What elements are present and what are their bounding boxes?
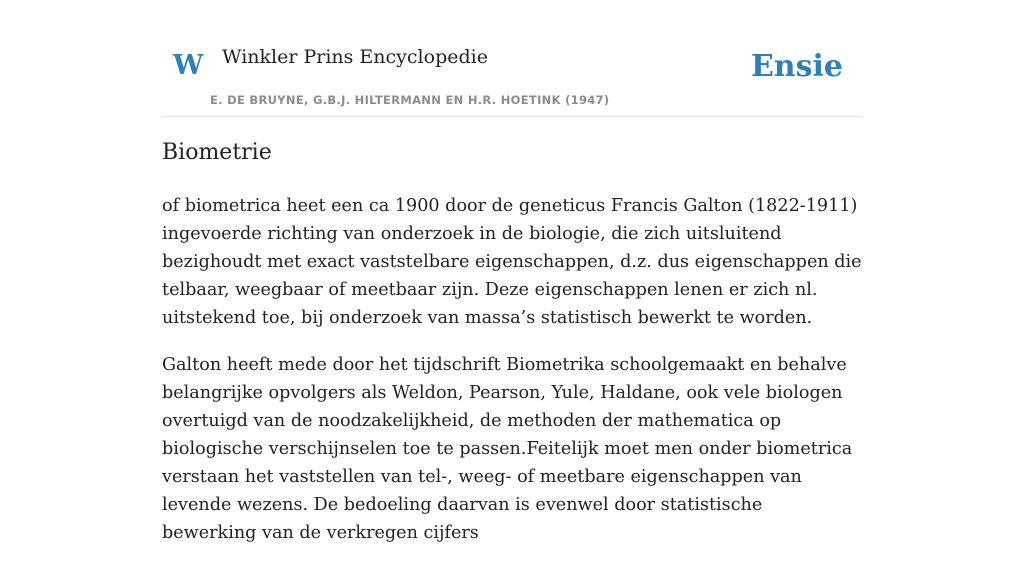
article-body [162,192,862,566]
ensie-logo[interactable]: Ensie [750,49,843,84]
source-header [162,0,862,117]
page-container [162,0,862,543]
source-logo-icon[interactable]: W [173,50,204,81]
source-authors: E. DE BRUYNE, G.B.J. HILTERMANN EN H.R. HOETINK (1947) [210,93,610,107]
source-title[interactable]: Winkler Prins Encyclopedie [222,46,488,68]
article-paragraph: Galton heeft mede door het tijdschrift Biometrika schoolgemaakt en behalve belangrijke opvolgers als Weldon, Pearson, Yule, Haldane, ook vele biologen overtuigd van de noodzakelijkheid, de methoden der mathematica op biologische verschijnselen toe te passen.Feitelijk moet men onder biometrica verstaan het vaststellen van tel-, weeg- of meetbare eigenschappen van levende wezens. De bedoeling daarvan is evenwel door statistische bewerking van de verkregen cijfers [162,355,853,543]
article-title: Biometrie [162,140,272,165]
article-paragraph: of biometrica heet een ca 1900 door de geneticus Francis Galton (1822-1911) ingevoerde richting van onderzoek in de biologie, die zich uitsluitend bezighoudt met exact vaststelbare eigenschappen, d.z. dus eigenschappen die telbaar, weegbaar of meetbaar zijn. Deze eigenschappen lenen er zich nl. uitstekend toe, bij onderzoek van massa’s statistisch bewerkt te worden. [162,196,862,328]
